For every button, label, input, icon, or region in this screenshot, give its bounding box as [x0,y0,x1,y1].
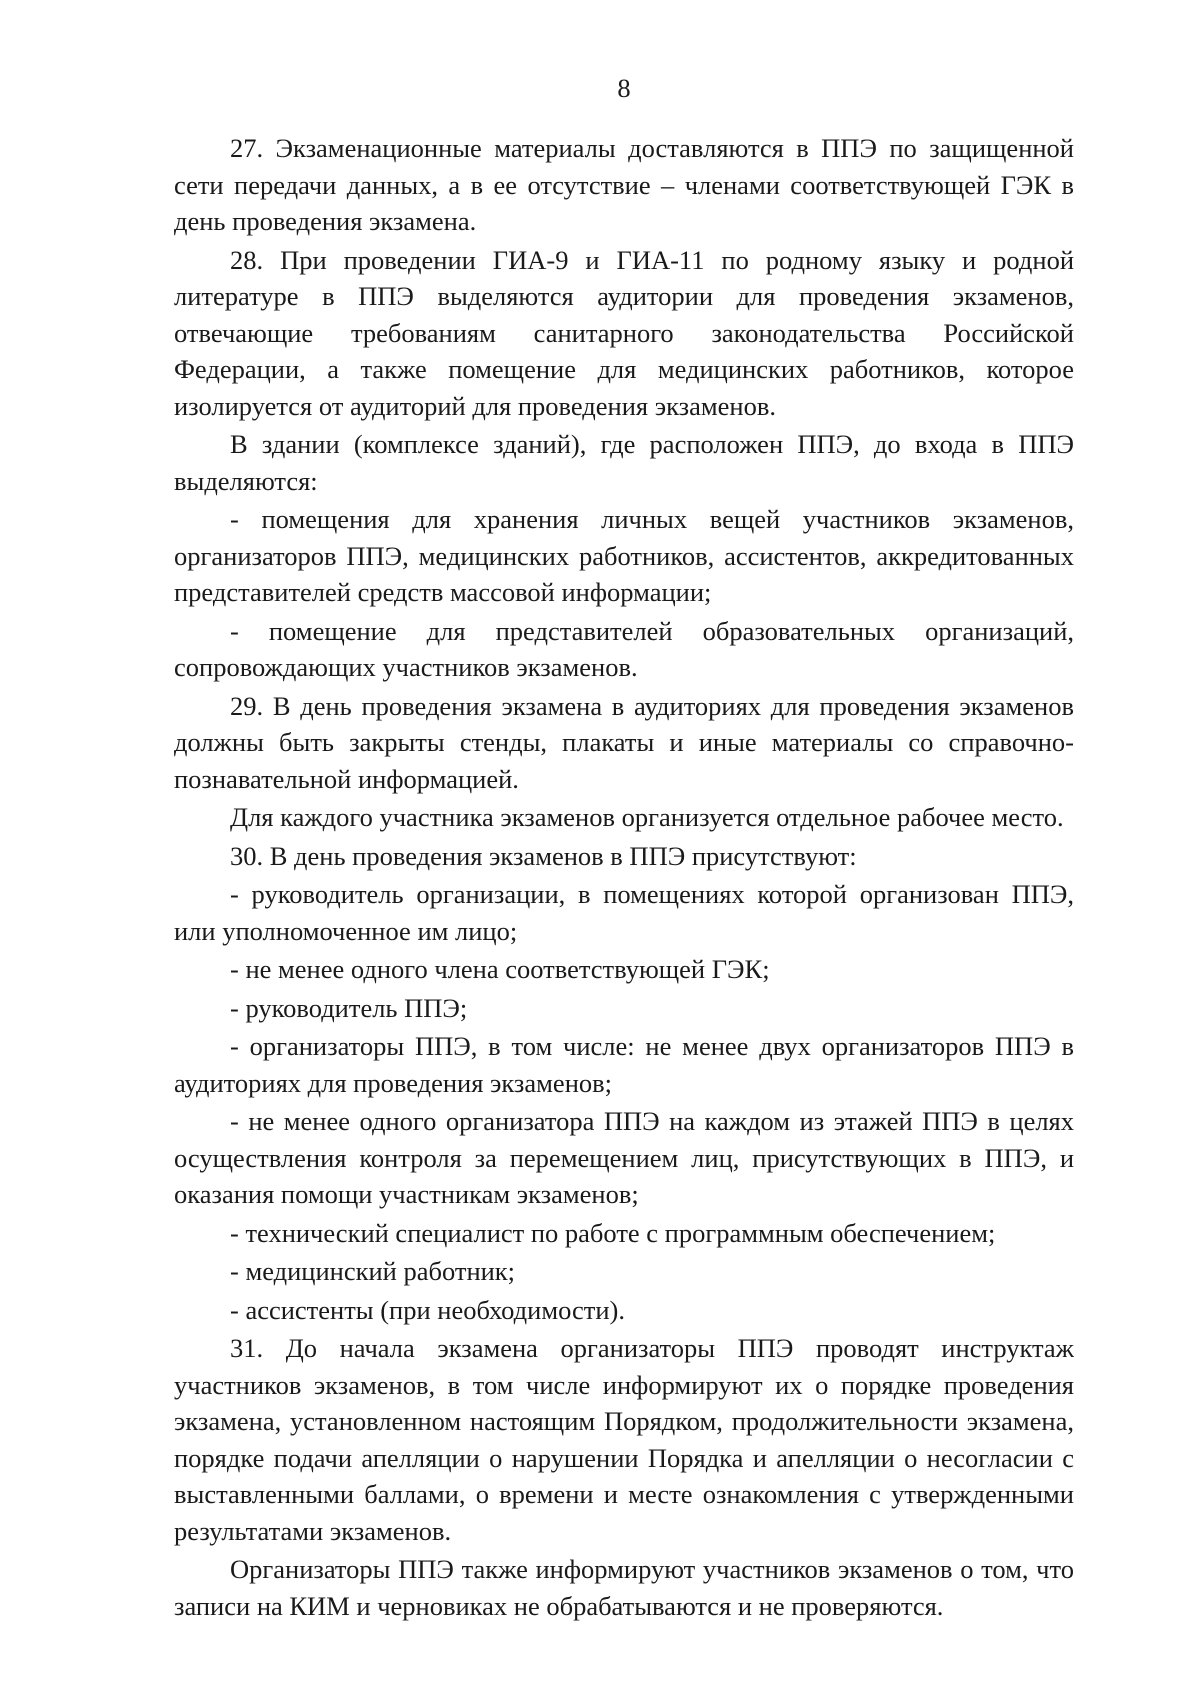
list-item-floor-organizer: - не менее одного организатора ППЭ на каждом из этажей ППЭ в целях осуществления контроля за перемещением лиц, присутствующих в ППЭ, и оказания помощи участникам экзаменов; [174,1106,1074,1209]
paragraph-kim-drafts: Организаторы ППЭ также информируют участников экзаменов о том, что записи на КИМ и черновиках не обрабатываются и не проверяются. [174,1554,1074,1621]
paragraph-27: 27. Экзаменационные материалы доставляются в ППЭ по защищенной сети передачи данных, а в ее отсутствие – членами соответствующей ГЭК в день проведения экзамена. [174,133,1074,236]
paragraph-29: 29. В день проведения экзамена в аудиториях для проведения экзаменов должны быть закрыты стенды, плакаты и иные материалы со справочно-познавательной информацией. [174,690,1074,794]
paragraph-28: 28. При проведении ГИА-9 и ГИА-11 по родному языку и родной литературе в ППЭ выделяются аудитории для проведения экзаменов, отвечающие требованиям санитарного законодательства Российской Федерации, а также помещение для медицинских работников, которое изолируется от аудиторий для проведения экзаменов. [174,244,1074,421]
list-item-assistants: - ассистенты (при необходимости). [230,1294,625,1325]
list-item-storage-rooms: - помещения для хранения личных вещей участников экзаменов, организаторов ППЭ, медицинских работников, ассистентов, аккредитованных представителей средств массовой информации; [174,504,1074,607]
list-item-gek-member: - не менее одного члена соответствующей ГЭК; [230,954,770,984]
list-item-organizers: - организаторы ППЭ, в том числе: не менее двух организаторов ППЭ в аудиториях для проведения экзаменов; [174,1031,1074,1098]
paragraph-30: 30. В день проведения экзаменов в ППЭ присутствуют: [230,840,857,871]
list-item-representatives-room: - помещение для представителей образовательных организаций, сопровождающих участников экзаменов. [174,615,1074,682]
paragraph-31: 31. До начала экзамена организаторы ППЭ проводят инструктаж участников экзаменов, в том числе информируют их о порядке проведения экзамена, установленном настоящим Порядком, продолжительности экзамена, порядке подачи апелляции о нарушении Порядка и апелляции о несогласии с выставленными баллами, о времени и месте ознакомления с утвержденными результатами экзаменов. [174,1333,1074,1546]
list-item-head-of-organization: - руководитель организации, в помещениях которой организован ППЭ, или уполномоченное им лицо; [174,879,1074,946]
list-item-technical-specialist: - технический специалист по работе с программным обеспечением; [230,1217,996,1248]
list-item-ppe-head: - руководитель ППЭ; [230,992,468,1023]
paragraph-building-rooms: В здании (комплексе зданий), где расположен ППЭ, до входа в ППЭ выделяются: [174,429,1074,496]
page-number: 8 [617,73,631,103]
paragraph-workplace: Для каждого участника экзаменов организуется отдельное рабочее место. [230,802,1064,832]
list-item-medical-worker: - медицинский работник; [230,1256,516,1286]
